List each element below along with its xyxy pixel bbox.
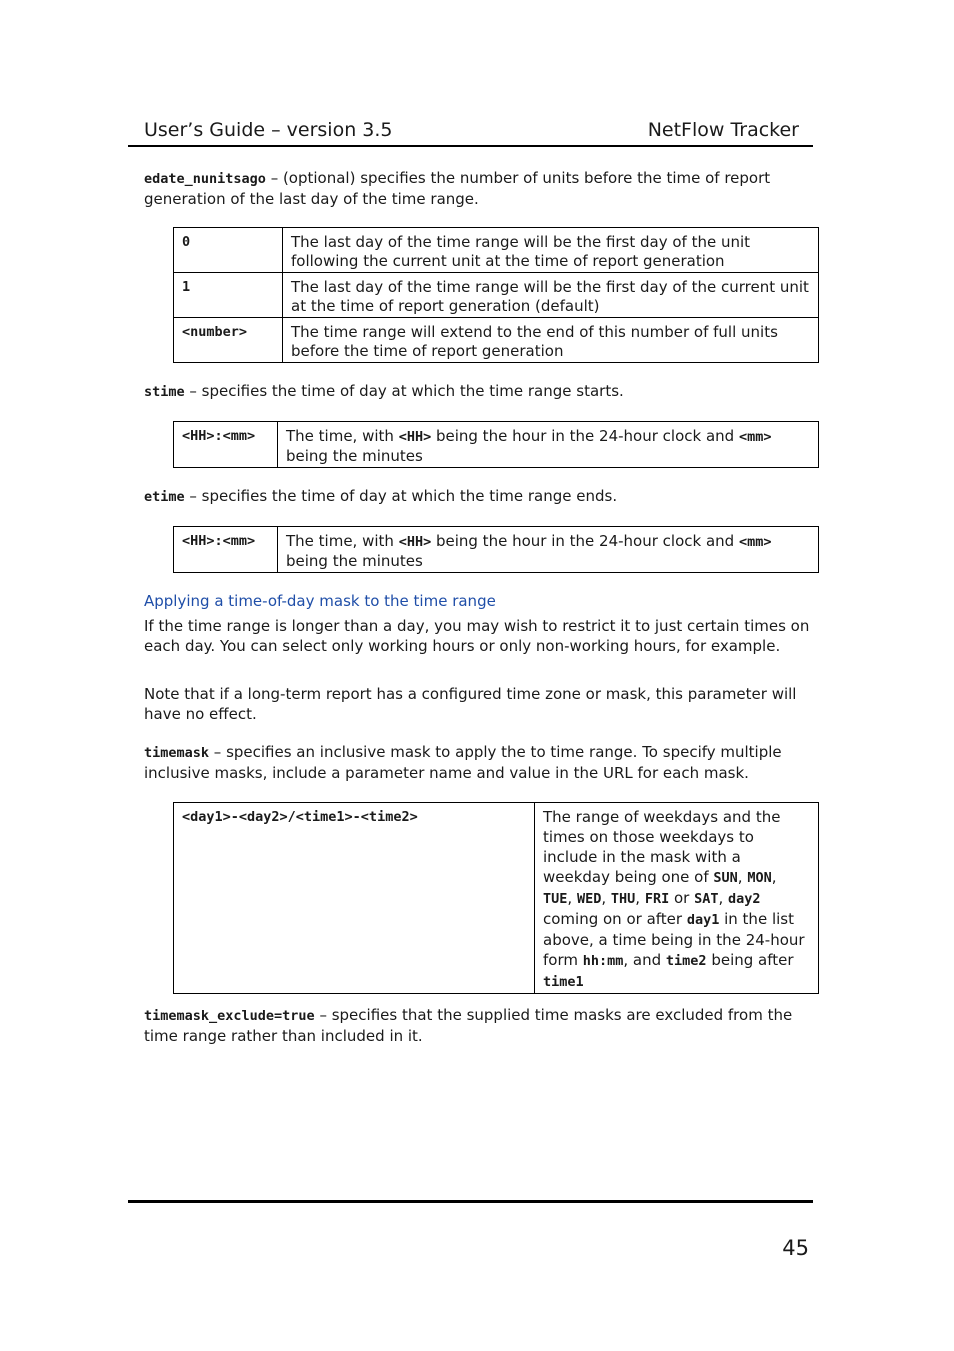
table-row xyxy=(174,318,819,363)
edate-table xyxy=(173,227,819,363)
section-paragraph-1: If the time range is longer than a day, you may wish to restrict it to just certain times on each day. You can select only working hours or only non-working hours, for example. xyxy=(144,617,810,655)
edate-desc-0: The last day of the time range will be the first day of the unit following the current unit at the time of report generation xyxy=(283,228,819,273)
table-row xyxy=(174,527,819,573)
footer-rule xyxy=(128,1200,813,1203)
day-mon: MON xyxy=(747,870,772,886)
table-row xyxy=(174,422,819,468)
table-row xyxy=(174,803,819,994)
sep: , xyxy=(567,889,577,907)
stime-term: stime xyxy=(144,384,185,400)
stime-desc-a: The time, with xyxy=(286,427,399,445)
edate-desc-1: The last day of the time range will be the first day of the current unit at the time of report generation (default) xyxy=(283,273,819,318)
stime-paragraph xyxy=(144,381,814,402)
timemask-desc-3: in the list above, a time being in the 24-hour form xyxy=(543,910,805,969)
section-heading: Applying a time-of-day mask to the time range xyxy=(144,592,496,610)
exclude-paragraph xyxy=(144,1005,814,1046)
timemask-key: <day1>-<day2>/<time1>-<time2> xyxy=(174,803,535,994)
edate-key-0: 0 xyxy=(174,228,283,273)
code-day1: day1 xyxy=(686,912,720,928)
edate-key-2: <number> xyxy=(174,318,283,363)
code-hhmm: hh:mm xyxy=(582,953,624,969)
day-fri: FRI xyxy=(644,891,670,907)
sep: , xyxy=(718,889,729,907)
day-sat: SAT xyxy=(694,891,719,907)
etime-key: <HH>:<mm> xyxy=(174,527,278,573)
timemask-paragraph xyxy=(144,742,814,783)
timemask-desc-1: The range of weekdays and the times on those weekdays to include in the mask with a weekday being one of xyxy=(543,808,781,886)
etime-term: etime xyxy=(144,489,185,505)
stime-desc xyxy=(278,422,819,468)
stime-desc-b: being the hour in the 24-hour clock and xyxy=(431,427,739,445)
header-title: User’s Guide – version 3.5 xyxy=(144,119,393,141)
page-number: 45 xyxy=(782,1236,809,1260)
timemask-desc-2: coming on or after xyxy=(543,910,687,928)
timemask-desc-4: , and xyxy=(623,951,666,969)
stime-desc-c: being the minutes xyxy=(286,447,423,465)
exclude-text: – specifies that the supplied time masks are excluded from the time range rather than included in it. xyxy=(144,1006,793,1045)
edate-term: edate_nunitsago xyxy=(144,171,266,187)
day-thu: THU xyxy=(610,891,636,907)
edate-key-1: 1 xyxy=(174,273,283,318)
sep: , xyxy=(771,868,777,886)
stime-key: <HH>:<mm> xyxy=(174,422,278,468)
header-product: NetFlow Tracker xyxy=(647,119,799,141)
timemask-text: – specifies an inclusive mask to apply the to time range. To specify multiple inclusive masks, include a parameter name and value in the URL for each mask. xyxy=(144,743,782,782)
etime-desc-b: being the hour in the 24-hour clock and xyxy=(431,532,739,550)
etime-desc-a: The time, with xyxy=(286,532,399,550)
etime-table xyxy=(173,526,819,573)
day-tue: TUE xyxy=(543,891,568,907)
sep: , xyxy=(601,889,611,907)
etime-code-mm: <mm> xyxy=(738,534,772,550)
timemask-term: timemask xyxy=(144,745,210,761)
edate-desc-2: The time range will extend to the end of this number of full units before the time of report generation xyxy=(283,318,819,363)
edate-text: – (optional) specifies the number of units before the time of report generation of the last day of the time range. xyxy=(144,169,771,208)
code-time1: time1 xyxy=(543,974,584,990)
code-time2: time2 xyxy=(665,953,707,969)
stime-table xyxy=(173,421,819,468)
timemask-desc xyxy=(535,803,819,994)
etime-code-hh: <HH> xyxy=(398,534,432,550)
stime-code-mm: <mm> xyxy=(738,429,772,445)
day-sun: SUN xyxy=(713,870,738,886)
etime-paragraph xyxy=(144,486,814,507)
stime-code-hh: <HH> xyxy=(398,429,432,445)
edate-paragraph xyxy=(144,168,814,209)
day-wed: WED xyxy=(576,891,602,907)
sep: , xyxy=(737,868,748,886)
sep-or: or xyxy=(669,889,695,907)
timemask-table xyxy=(173,802,819,994)
etime-desc-c: being the minutes xyxy=(286,552,423,570)
sep: , xyxy=(635,889,645,907)
etime-desc xyxy=(278,527,819,573)
table-row xyxy=(174,273,819,318)
header-rule xyxy=(128,145,813,147)
stime-text: – specifies the time of day at which the time range starts. xyxy=(184,382,624,400)
code-day2: day2 xyxy=(728,891,761,907)
timemask-desc-5: being after xyxy=(706,951,794,969)
section-paragraph-2: Note that if a long-term report has a configured time zone or mask, this parameter will have no effect. xyxy=(144,685,797,723)
exclude-term: timemask_exclude=true xyxy=(144,1008,315,1024)
etime-text: – specifies the time of day at which the time range ends. xyxy=(184,487,618,505)
table-row xyxy=(174,228,819,273)
